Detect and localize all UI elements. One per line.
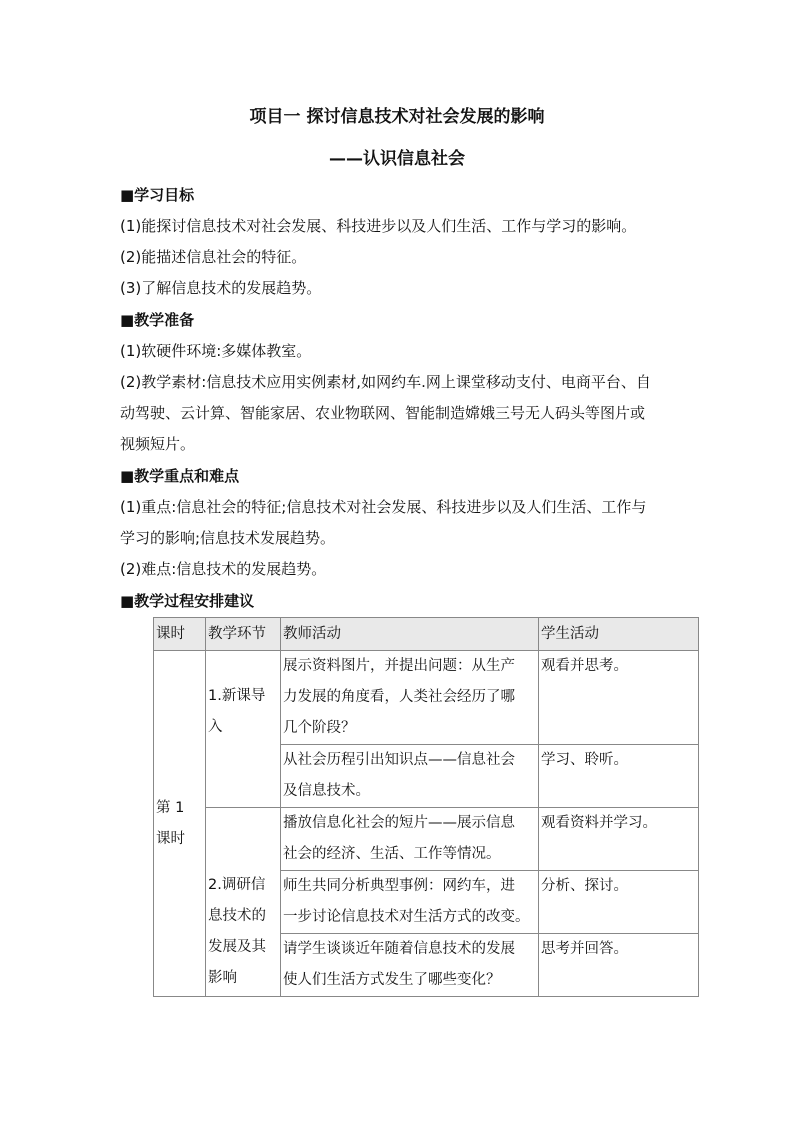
student-activity: 观看资料并学习。 [539,808,699,871]
section-heading-focus: ■教学重点和难点 [120,467,240,485]
section-heading-goals: ■学习目标 [120,186,195,204]
table-row [154,808,699,871]
header-teacher: 教师活动 [281,618,539,651]
teacher-activity: 播放信息化社会的短片——展示信息 社会的经济、生活、工作等情况。 [281,808,539,871]
focus-item: (2)难点:信息技术的发展趋势。 [120,560,327,578]
header-period: 课时 [154,618,206,651]
header-stage: 教学环节 [206,618,281,651]
teacher-activity: 请学生谈谈近年随着信息技术的发展 使人们生活方式发生了哪些变化？ [281,934,539,997]
prep-item: 动驾驶、云计算、智能家居、农业物联网、智能制造嫦娥三号无人码头等图片或 [120,404,646,422]
page-title: 项目一 探讨信息技术对社会发展的影响 [249,107,545,127]
teacher-activity: 从社会历程引出知识点——信息社会 及信息技术。 [281,745,539,808]
prep-item: (2)教学素材:信息技术应用实例素材,如网约车.网上课堂移动支付、电商平台、自 [120,373,651,391]
stage-cell: 2.调研信 息技术的 发展及其 影响 [206,808,281,997]
student-activity: 观看并思考。 [539,651,699,745]
period-cell: 第 1 课时 [154,651,206,997]
goal-item: (1)能探讨信息技术对社会发展、科技进步以及人们生活、工作与学习的影响。 [120,217,637,235]
student-activity: 分析、探讨。 [539,871,699,934]
student-activity: 学习、聆听。 [539,745,699,808]
teacher-activity: 师生共同分析典型事例：网约车，进 一步讨论信息技术对生活方式的改变。 [281,871,539,934]
page-subtitle: ——认识信息社会 [329,149,465,169]
goal-item: (2)能描述信息社会的特征。 [120,248,307,266]
prep-item: (1)软硬件环境:多媒体教室。 [120,342,312,360]
teacher-activity: 展示资料图片，并提出问题：从生产 力发展的角度看，人类社会经历了哪 几个阶段？ [281,651,539,745]
lesson-plan-table [153,617,699,997]
header-student: 学生活动 [539,618,699,651]
table-row [154,651,699,745]
stage-cell: 1.新课导 入 [206,651,281,808]
goal-item: (3)了解信息技术的发展趋势。 [120,279,322,297]
table-header-row [154,618,699,651]
section-heading-process: ■教学过程安排建议 [120,592,255,610]
focus-item: (1)重点:信息社会的特征;信息技术对社会发展、科技进步以及人们生活、工作与 [120,498,647,516]
focus-item: 学习的影响;信息技术发展趋势。 [120,529,336,547]
student-activity: 思考并回答。 [539,934,699,997]
section-heading-prep: ■教学准备 [120,311,195,329]
prep-item: 视频短片。 [120,435,196,453]
